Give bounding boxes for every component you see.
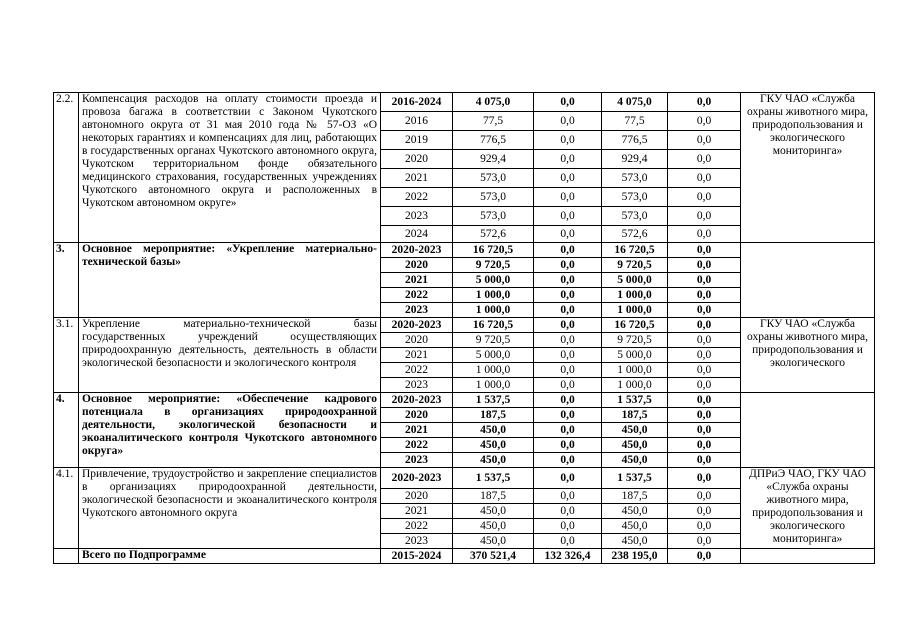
funding-cell-2: 1 000,0 (602, 363, 668, 378)
subprogram-table (53, 92, 875, 564)
year-cell: 2020-2023 (381, 468, 453, 489)
total-funding-1: 132 326,4 (534, 549, 602, 564)
funding-cell-2: 573,0 (602, 169, 668, 188)
year-cell: 2021 (381, 423, 453, 438)
total-sum: 370 521,4 (453, 549, 534, 564)
total-cell: 1 000,0 (453, 303, 534, 318)
funding-cell-2: 77,5 (602, 112, 668, 131)
funding-cell-2: 450,0 (602, 534, 668, 549)
total-cell: 572,6 (453, 226, 534, 243)
funding-cell-3: 0,0 (668, 438, 741, 453)
year-cell: 2022 (381, 438, 453, 453)
funding-cell-2: 16 720,5 (602, 318, 668, 333)
funding-cell-3: 0,0 (668, 489, 741, 504)
funding-cell-3: 0,0 (668, 423, 741, 438)
funding-cell-2: 1 000,0 (602, 288, 668, 303)
funding-cell-3: 0,0 (668, 93, 741, 112)
total-cell: 4 075,0 (453, 93, 534, 112)
funding-cell-1: 0,0 (534, 489, 602, 504)
row-description (79, 393, 381, 468)
description-text: Привлечение, трудоустройство и закрепление специалистов в организациях природоохранной деятельности, экологической безопасности и экоаналитического контроля Чукотского автономного округа (82, 468, 377, 519)
year-cell: 2016-2024 (381, 93, 453, 112)
total-cell: 9 720,5 (453, 333, 534, 348)
funding-cell-1: 0,0 (534, 303, 602, 318)
funding-cell-2: 929,4 (602, 150, 668, 169)
year-cell: 2020 (381, 258, 453, 273)
year-cell: 2020 (381, 333, 453, 348)
funding-cell-1: 0,0 (534, 226, 602, 243)
funding-cell-1: 0,0 (534, 169, 602, 188)
description-text: Основное мероприятие: «Обеспечение кадрового потенциала в организациях природоохранной деятельности, экологической безопасности и экоаналитического контроля Чукотского автономного округа» (82, 393, 377, 457)
total-cell: 5 000,0 (453, 348, 534, 363)
funding-cell-3: 0,0 (668, 348, 741, 363)
year-cell: 2024 (381, 226, 453, 243)
funding-cell-3: 0,0 (668, 112, 741, 131)
total-responsible (741, 549, 875, 564)
total-funding-2: 238 195,0 (602, 549, 668, 564)
total-cell: 450,0 (453, 453, 534, 468)
total-cell: 450,0 (453, 519, 534, 534)
funding-cell-2: 1 000,0 (602, 378, 668, 393)
year-cell: 2020 (381, 150, 453, 169)
funding-cell-2: 187,5 (602, 489, 668, 504)
total-funding-3: 0,0 (668, 549, 741, 564)
total-cell: 573,0 (453, 207, 534, 226)
total-cell: 16 720,5 (453, 243, 534, 258)
total-cell: 16 720,5 (453, 318, 534, 333)
total-year: 2015-2024 (381, 549, 453, 564)
funding-cell-2: 573,0 (602, 207, 668, 226)
funding-cell-3: 0,0 (668, 273, 741, 288)
funding-cell-2: 1 000,0 (602, 303, 668, 318)
funding-cell-2: 16 720,5 (602, 243, 668, 258)
total-cell: 1 537,5 (453, 468, 534, 489)
year-cell: 2022 (381, 288, 453, 303)
funding-cell-3: 0,0 (668, 519, 741, 534)
responsible-text: ГКУ ЧАО «Служба охраны животного мира, природопользования и экологического мониторинга» (746, 93, 869, 157)
funding-cell-1: 0,0 (534, 243, 602, 258)
funding-cell-1: 0,0 (534, 468, 602, 489)
funding-cell-2: 450,0 (602, 423, 668, 438)
total-cell: 776,5 (453, 131, 534, 150)
funding-cell-1: 0,0 (534, 348, 602, 363)
funding-cell-2: 4 075,0 (602, 93, 668, 112)
year-cell: 2020-2023 (381, 243, 453, 258)
funding-cell-1: 0,0 (534, 188, 602, 207)
funding-cell-3: 0,0 (668, 534, 741, 549)
row-index: 3.1. (54, 318, 79, 393)
funding-cell-3: 0,0 (668, 363, 741, 378)
row-index: 2.2. (54, 93, 79, 243)
year-cell: 2021 (381, 273, 453, 288)
funding-cell-2: 1 537,5 (602, 393, 668, 408)
total-cell: 9 720,5 (453, 258, 534, 273)
total-cell: 1 000,0 (453, 288, 534, 303)
funding-cell-3: 0,0 (668, 207, 741, 226)
total-cell: 187,5 (453, 408, 534, 423)
year-cell: 2021 (381, 169, 453, 188)
total-cell: 573,0 (453, 169, 534, 188)
funding-cell-3: 0,0 (668, 468, 741, 489)
funding-cell-1: 0,0 (534, 363, 602, 378)
description-text: Основное мероприятие: «Укрепление материально-технической базы» (82, 243, 377, 268)
funding-cell-3: 0,0 (668, 303, 741, 318)
year-cell: 2020-2023 (381, 393, 453, 408)
row-description (79, 468, 381, 549)
funding-cell-1: 0,0 (534, 131, 602, 150)
funding-cell-2: 5 000,0 (602, 348, 668, 363)
funding-cell-1: 0,0 (534, 519, 602, 534)
funding-cell-2: 450,0 (602, 453, 668, 468)
funding-cell-1: 0,0 (534, 453, 602, 468)
funding-cell-3: 0,0 (668, 504, 741, 519)
funding-cell-1: 0,0 (534, 438, 602, 453)
responsible-executor (741, 318, 875, 393)
description-text: Компенсация расходов на оплату стоимости проезда и провоза багажа в соответствии с Законом Чукотского автономного округа от 31 мая 2010 года № 57-ОЗ «О некоторых гарантиях и компенсациях для лиц, работающих в государственных органах Чукотского автономного округа, Чукотском территориальном фонде обязательного медицинского страхования, государственных учреждениях Чукотского автономного округа и расположенных в Чукотском автономном округе» (82, 93, 377, 209)
funding-cell-3: 0,0 (668, 131, 741, 150)
funding-cell-3: 0,0 (668, 408, 741, 423)
total-cell: 450,0 (453, 504, 534, 519)
funding-cell-3: 0,0 (668, 169, 741, 188)
total-cell: 1 000,0 (453, 378, 534, 393)
responsible-executor (741, 243, 875, 318)
funding-cell-1: 0,0 (534, 150, 602, 169)
funding-cell-3: 0,0 (668, 378, 741, 393)
table-row (54, 393, 875, 408)
funding-cell-1: 0,0 (534, 258, 602, 273)
responsible-executor (741, 393, 875, 468)
funding-cell-3: 0,0 (668, 453, 741, 468)
total-cell: 573,0 (453, 188, 534, 207)
row-description (79, 243, 381, 318)
funding-cell-3: 0,0 (668, 188, 741, 207)
total-index (54, 549, 79, 564)
year-cell: 2022 (381, 519, 453, 534)
year-cell: 2020-2023 (381, 318, 453, 333)
funding-cell-1: 0,0 (534, 378, 602, 393)
year-cell: 2021 (381, 348, 453, 363)
year-cell: 2020 (381, 408, 453, 423)
year-cell: 2016 (381, 112, 453, 131)
row-description (79, 93, 381, 243)
funding-cell-3: 0,0 (668, 243, 741, 258)
row-index: 3. (54, 243, 79, 318)
funding-cell-1: 0,0 (534, 288, 602, 303)
total-cell: 1 537,5 (453, 393, 534, 408)
row-index: 4.1. (54, 468, 79, 549)
funding-cell-1: 0,0 (534, 273, 602, 288)
total-cell: 929,4 (453, 150, 534, 169)
year-cell: 2022 (381, 363, 453, 378)
funding-cell-2: 5 000,0 (602, 273, 668, 288)
funding-cell-3: 0,0 (668, 318, 741, 333)
table-row (54, 318, 875, 333)
total-cell: 450,0 (453, 438, 534, 453)
responsible-executor (741, 93, 875, 243)
year-cell: 2023 (381, 207, 453, 226)
funding-cell-2: 450,0 (602, 519, 668, 534)
funding-cell-1: 0,0 (534, 93, 602, 112)
funding-cell-3: 0,0 (668, 333, 741, 348)
total-cell: 77,5 (453, 112, 534, 131)
table-row (54, 243, 875, 258)
funding-cell-3: 0,0 (668, 288, 741, 303)
responsible-text: ДПРиЭ ЧАО, ГКУ ЧАО «Служба охраны животного мира, природопользования и экологического мониторинга» (748, 468, 867, 545)
year-cell: 2023 (381, 453, 453, 468)
funding-cell-3: 0,0 (668, 150, 741, 169)
funding-cell-2: 9 720,5 (602, 258, 668, 273)
funding-cell-2: 187,5 (602, 408, 668, 423)
table-row (54, 468, 875, 489)
funding-cell-1: 0,0 (534, 534, 602, 549)
row-description (79, 318, 381, 393)
year-cell: 2020 (381, 489, 453, 504)
total-cell: 187,5 (453, 489, 534, 504)
funding-cell-1: 0,0 (534, 408, 602, 423)
row-index: 4. (54, 393, 79, 468)
funding-cell-2: 776,5 (602, 131, 668, 150)
funding-cell-2: 573,0 (602, 188, 668, 207)
funding-cell-3: 0,0 (668, 226, 741, 243)
year-cell: 2021 (381, 504, 453, 519)
funding-cell-1: 0,0 (534, 318, 602, 333)
funding-cell-1: 0,0 (534, 393, 602, 408)
year-cell: 2023 (381, 534, 453, 549)
total-row (54, 549, 875, 564)
funding-cell-1: 0,0 (534, 112, 602, 131)
funding-cell-3: 0,0 (668, 258, 741, 273)
funding-cell-1: 0,0 (534, 504, 602, 519)
funding-cell-1: 0,0 (534, 423, 602, 438)
year-cell: 2023 (381, 378, 453, 393)
year-cell: 2019 (381, 131, 453, 150)
funding-cell-2: 1 537,5 (602, 468, 668, 489)
year-cell: 2023 (381, 303, 453, 318)
total-label: Всего по Подпрограмме (79, 549, 381, 564)
funding-cell-1: 0,0 (534, 207, 602, 226)
responsible-executor (741, 468, 875, 549)
year-cell: 2022 (381, 188, 453, 207)
funding-cell-3: 0,0 (668, 393, 741, 408)
funding-cell-2: 572,6 (602, 226, 668, 243)
table-row (54, 93, 875, 112)
funding-cell-2: 9 720,5 (602, 333, 668, 348)
total-cell: 450,0 (453, 534, 534, 549)
funding-cell-2: 450,0 (602, 504, 668, 519)
funding-cell-1: 0,0 (534, 333, 602, 348)
total-cell: 1 000,0 (453, 363, 534, 378)
responsible-text: ГКУ ЧАО «Служба охраны животного мира, природопользования и экологического (746, 318, 869, 369)
description-text: Укрепление материально-технической базы государственных учреждений осуществляющих природоохранную деятельность, деятельность в области экологической безопасности и экологического контроля (82, 318, 377, 369)
funding-cell-2: 450,0 (602, 438, 668, 453)
total-cell: 450,0 (453, 423, 534, 438)
total-cell: 5 000,0 (453, 273, 534, 288)
